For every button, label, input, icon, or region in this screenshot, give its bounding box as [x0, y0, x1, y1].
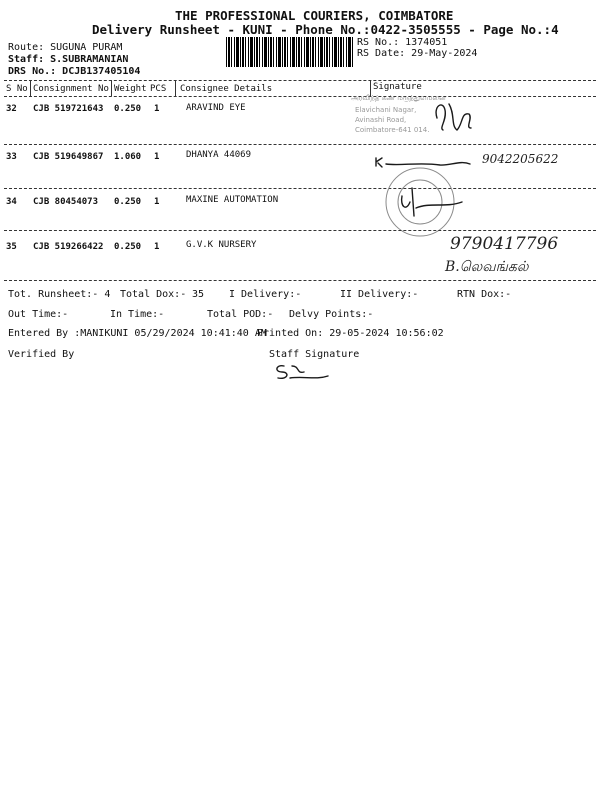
- row-pcs: 1: [154, 152, 160, 162]
- col-header-consignee: Consignee Details: [180, 84, 273, 94]
- row-weight: 0.250: [114, 242, 142, 252]
- staff-signature-label: Staff Signature: [269, 349, 360, 360]
- barcode: [226, 37, 354, 67]
- runsheet-subtitle: Delivery Runsheet - KUNI - Phone No.:0422-3505555 - Page No.:4: [92, 22, 559, 37]
- row-consignment: CJB 80454073: [33, 197, 99, 207]
- out-time: Out Time:-: [8, 309, 69, 320]
- col-header-weight: Weight: [114, 84, 147, 94]
- row-sno: 35: [6, 242, 17, 252]
- phone-handwritten-row-35: 9790417796: [450, 234, 559, 254]
- table-header-rule: [4, 96, 596, 97]
- svg-text:அரவிந்த் கண் மருத்துவமனை: அரவிந்த் கண் மருத்துவமனை: [351, 94, 446, 102]
- row-sno: 32: [6, 104, 17, 114]
- table-top-rule: [4, 80, 596, 81]
- total-pod: Total POD:-: [207, 309, 274, 320]
- row-consignment: CJB 519649867: [33, 152, 104, 162]
- row-consignee: DHANYA 44069: [186, 150, 252, 160]
- row-consignee: MAXINE AUTOMATION: [186, 195, 279, 205]
- row-weight: 0.250: [114, 197, 142, 207]
- svg-text:Avinashi Road,: Avinashi Road,: [355, 116, 407, 124]
- staff-label: Staff: S.SUBRAMANIAN: [8, 54, 129, 65]
- row-consignee: G.V.K NURSERY: [186, 240, 257, 250]
- row-rule: [4, 188, 596, 189]
- rs-number: RS No.: 1374051: [357, 37, 448, 48]
- rs-date: RS Date: 29-May-2024: [357, 48, 478, 59]
- row-pcs: 1: [154, 242, 160, 252]
- row-consignment: CJB 519721643: [33, 104, 104, 114]
- signature-stamp-row-32: [345, 84, 505, 144]
- col-header-pcs: PCS: [150, 84, 167, 94]
- row-sno: 34: [6, 197, 17, 207]
- company-title: THE PROFESSIONAL COURIERS, COIMBATORE: [175, 8, 454, 23]
- table-bottom-rule: [4, 280, 596, 281]
- drs-number: DRS No.: DCJB137405104: [8, 66, 141, 77]
- printed-on: Printed On: 29-05-2024 10:56:02: [257, 328, 444, 339]
- row-pcs: 1: [154, 197, 160, 207]
- total-dox-value: 35: [192, 289, 205, 300]
- i-delivery: I Delivery:-: [229, 289, 302, 300]
- name-handwritten-row-35: B.லெவங்கல்: [445, 259, 529, 275]
- in-time: In Time:-: [110, 309, 165, 320]
- col-header-consignment: Consignment No: [33, 84, 109, 94]
- row-rule: [4, 230, 596, 231]
- col-header-signature: Signature: [373, 82, 422, 92]
- row-consignee: ARAVIND EYE: [186, 103, 246, 113]
- rtn-dox: RTN Dox:-: [457, 289, 512, 300]
- col-header-sno: S No: [6, 84, 28, 94]
- svg-text:Elavichani Nagar,: Elavichani Nagar,: [355, 106, 417, 114]
- row-pcs: 1: [154, 104, 160, 114]
- ii-delivery: II Delivery:-: [340, 289, 419, 300]
- staff-signature: [270, 360, 340, 386]
- row-consignment: CJB 519266422: [33, 242, 104, 252]
- entered-by: Entered By :MANIKUNI 05/29/2024 10:41:40 AM: [8, 328, 267, 339]
- phone-handwritten-row-33: 9042205622: [482, 152, 559, 166]
- row-rule: [4, 144, 596, 145]
- delvy-points: Delvy Points:-: [289, 309, 374, 320]
- verified-by: Verified By: [8, 349, 75, 360]
- row-weight: 1.060: [114, 152, 142, 162]
- total-runsheet: Tot. Runsheet:- 4: [8, 289, 111, 300]
- row-sno: 33: [6, 152, 17, 162]
- row-weight: 0.250: [114, 104, 142, 114]
- svg-text:Coimbatore-641 014.: Coimbatore-641 014.: [355, 126, 430, 134]
- route-label: Route: SUGUNA PURAM: [8, 42, 123, 53]
- total-dox-label: Total Dox:-: [120, 289, 187, 300]
